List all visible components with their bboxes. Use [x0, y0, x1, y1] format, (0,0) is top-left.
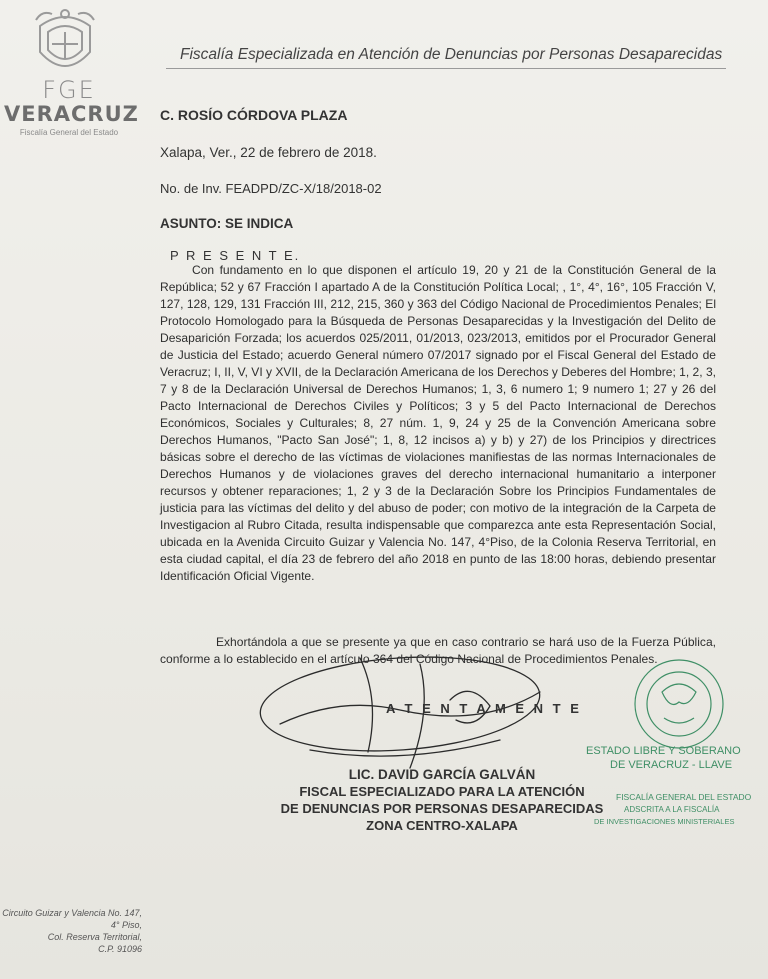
signatory-name: LIC. DAVID GARCÍA GALVÁN	[348, 767, 536, 782]
logo-veracruz-text: VERACRUZ	[4, 102, 139, 126]
signatory-title-line1: FISCAL ESPECIALIZADO PARA LA ATENCIÓN	[299, 784, 585, 799]
letter-body: Con fundamento en lo que disponen el artículo 19, 20 y 21 de la Constitución General de la República; 52 y 67 Fracción I apartado A de la Constitución Política Local; , 1°, 4°, 16°, 105 Fracción V, 127, 128, 129, 131 Fracción III, 212, 215, 360 y 363 del Código Nacional de Procedimientos Penales; El Protocolo Homologado para la Búsqueda de Personas Desaparecidas y la Investigación del Delito de Desaparición Forzada; los acuerdos 025/2011, 01/2013, 023/2013, emitidos por el Procurador General de Justicia del Estado; acuerdo General número 07/2017 signado por el Fiscal General del Estado de Veracruz; I, II, V, VI y XVII, de la Declaración Americana de los Derechos y Deberes del Hombre; 1, 2, 3, 7 y 8 de la Declaración Universal de Derechos Humanos; 1, 3, 6 numero 1; 9 numero 1; 27 y 26 del Pacto Internacional de Derechos Civiles y Políticos; 3 y 5 del Pacto Internacional de Derechos Económicos, Sociales y Culturales; 8, 27 núm. 1, 9, 24 y 25 de la Convención Americana sobre Derechos Humanos, "Pacto San José"; 1, 8, 12 incisos a) y b) y 27) de los Principios y directrices básicas sobre el derecho de las víctimas de violaciones manifiestas de las normas Internacionales de Derechos Humanos y de violaciones graves del derecho internacional humanitario a interponer recursos y obtener reparaciones; 1, 2 y 3 de la Declaración Sobre los Principios Fundamentales de justicia para las víctimas del delito y del abuso de poder; con motivo de la integración de la Carpeta de Investigacion al Rubro Citada, resulta indispensable que comparezca ante esta Representación Social, ubicada en la Avenida Circuito Guizar y Valencia No. 147, 4°Piso, de la Colonia Reserva Territorial, en esta ciudad capital, el día 23 de febrero del año 2018 en punto de las 18:00 horas, debiendo presentar Identificación Oficial Vigente.	[160, 263, 716, 583]
footer-address	[0, 907, 142, 955]
letter-date: Xalapa, Ver., 22 de febrero de 2018.	[160, 145, 377, 160]
subject-line: ASUNTO: SE INDICA	[160, 216, 294, 231]
footer-address-line3: Col. Reserva Territorial,	[47, 932, 142, 942]
seal-line1: ESTADO LIBRE Y SOBERANO	[586, 745, 741, 757]
official-seal-stamp	[584, 652, 768, 842]
footer-address-line2: 4° Piso,	[110, 920, 142, 930]
logo-subtitle: Fiscalía General del Estado	[19, 128, 119, 137]
fge-logo	[4, 6, 139, 146]
closing-atentamente: A T E N T A M E N T E	[386, 701, 582, 716]
header-title: Fiscalía Especializada en Atención de Denuncias por Personas Desaparecidas	[180, 46, 723, 63]
logo-fge-text: FGE	[42, 76, 96, 104]
signatory-block	[262, 766, 622, 834]
signatory-title-line3: ZONA CENTRO-XALAPA	[366, 818, 518, 833]
seal-line2: DE VERACRUZ - LLAVE	[610, 759, 733, 771]
greeting: P R E S E N T E.	[170, 248, 301, 263]
veracruz-crest-icon	[26, 6, 104, 84]
footer-address-line4: C.P. 91096	[98, 944, 142, 954]
seal-line3: FISCALÍA GENERAL DEL ESTADO	[616, 792, 752, 802]
signatory-title-line2: DE DENUNCIAS POR PERSONAS DESAPARECIDAS	[280, 801, 604, 816]
seal-line5: DE INVESTIGACIONES MINISTERIALES	[594, 817, 735, 826]
recipient-name: C. ROSÍO CÓRDOVA PLAZA	[160, 107, 348, 123]
footer-address-line1: Circuito Guizar y Valencia No. 147,	[2, 908, 142, 918]
header-divider	[166, 68, 726, 69]
exhortation-paragraph: Exhortándola a que se presente ya que en caso contrario se hará uso de la Fuerza Pública, conforme a lo establecido en el artículo 364 del Código Nacional de Procedimientos Penales.	[160, 635, 716, 666]
seal-line4: ADSCRITA A LA FISCALÍA	[624, 805, 720, 814]
investigation-number: No. de Inv. FEADPD/ZC-X/18/2018-02	[160, 181, 382, 196]
